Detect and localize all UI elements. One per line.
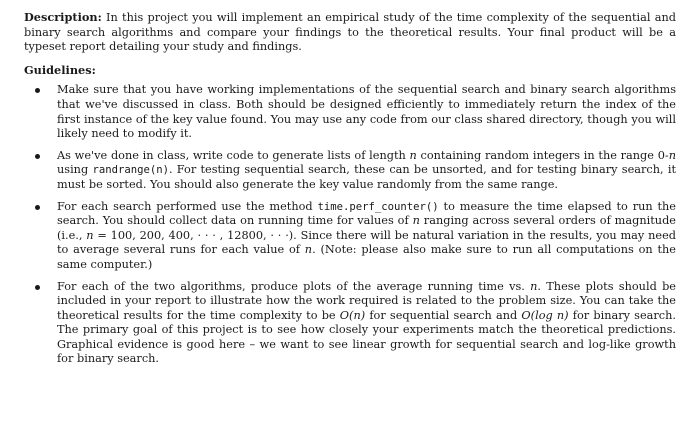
math-variable: n bbox=[668, 148, 676, 162]
math-variable: n bbox=[412, 214, 420, 228]
guideline-item-plots bbox=[57, 280, 676, 368]
math-variable: n bbox=[86, 228, 94, 242]
big-o-notation: O(n) bbox=[339, 308, 366, 322]
guideline-text-part: for sequential search and bbox=[365, 308, 522, 322]
guideline-item-generate-lists bbox=[57, 149, 676, 193]
math-variable: n bbox=[409, 148, 417, 162]
guideline-text-part: containing random integers in the range 0- bbox=[416, 148, 669, 162]
guideline-text-part: For each search performed use the method bbox=[57, 199, 318, 213]
description-label: Description: bbox=[24, 10, 102, 24]
bullet-icon bbox=[35, 285, 40, 290]
guidelines-heading: Guidelines: bbox=[24, 62, 96, 77]
code-snippet: randrange(n) bbox=[92, 164, 169, 177]
math-variable: n bbox=[304, 243, 313, 257]
code-snippet: time.perf_counter() bbox=[317, 200, 439, 213]
guideline-text-part: . For testing sequential search, these can be unsorted, and for testing binary search, it must be sorted. You should also generate the key value randomly from the same range. bbox=[57, 163, 676, 191]
guideline-item-implementations bbox=[57, 83, 676, 141]
guideline-text-part: As we've done in class, write code to generate lists of length bbox=[57, 148, 410, 162]
math-variable: n bbox=[530, 279, 538, 293]
guideline-text-part: ranging across several orders of magnitude (i.e., bbox=[57, 214, 676, 242]
guideline-text-part: using bbox=[57, 163, 93, 177]
guidelines-list bbox=[24, 83, 676, 367]
guideline-item-timing bbox=[57, 200, 676, 273]
description-text: In this project you will implement an empirical study of the time complexity of the sequential and binary search algorithms and compare your findings to the theoretical results. Your final product will be a typeset report detailing your study and findings. bbox=[24, 11, 676, 54]
guideline-text-part: For each of the two algorithms, produce plots of the average running time vs. bbox=[57, 279, 531, 293]
guideline-text-part: . (Note: please also make sure to run all computations on the same computer.) bbox=[57, 243, 676, 271]
guideline-text: Make sure that you have working implementations of the sequential search and binary search algorithms that we've discussed in class. Both should be designed efficiently to immediately return the index of the first instance of the key value found. You may use any code from our class shared directory, though you will likely need to modify it. bbox=[57, 83, 676, 141]
guideline-text-part: . These plots should be included in your report to illustrate how the work required is related to the problem size. You can take the theoretical results for the time complexity to be bbox=[57, 279, 676, 322]
description-paragraph bbox=[24, 10, 676, 55]
bullet-icon bbox=[35, 205, 40, 210]
guideline-text-part: for binary search. The primary goal of this project is to see how closely your experiments match the theoretical predictions. Graphical evidence is good here – we want to see linear growth for sequential search and log-like growth for binary search. bbox=[57, 308, 676, 366]
guideline-text-part: = 100, 200, 400, · · · , 12800, · · ·). Since there will be natural variation in the results, you may need to average several runs for each value of bbox=[57, 228, 676, 257]
bullet-icon bbox=[35, 154, 40, 159]
guideline-text-part: to measure the time elapsed to run the search. You should collect data on running time for values of bbox=[57, 199, 676, 228]
bullet-icon bbox=[35, 88, 40, 93]
big-o-notation: O(log n) bbox=[521, 308, 569, 322]
